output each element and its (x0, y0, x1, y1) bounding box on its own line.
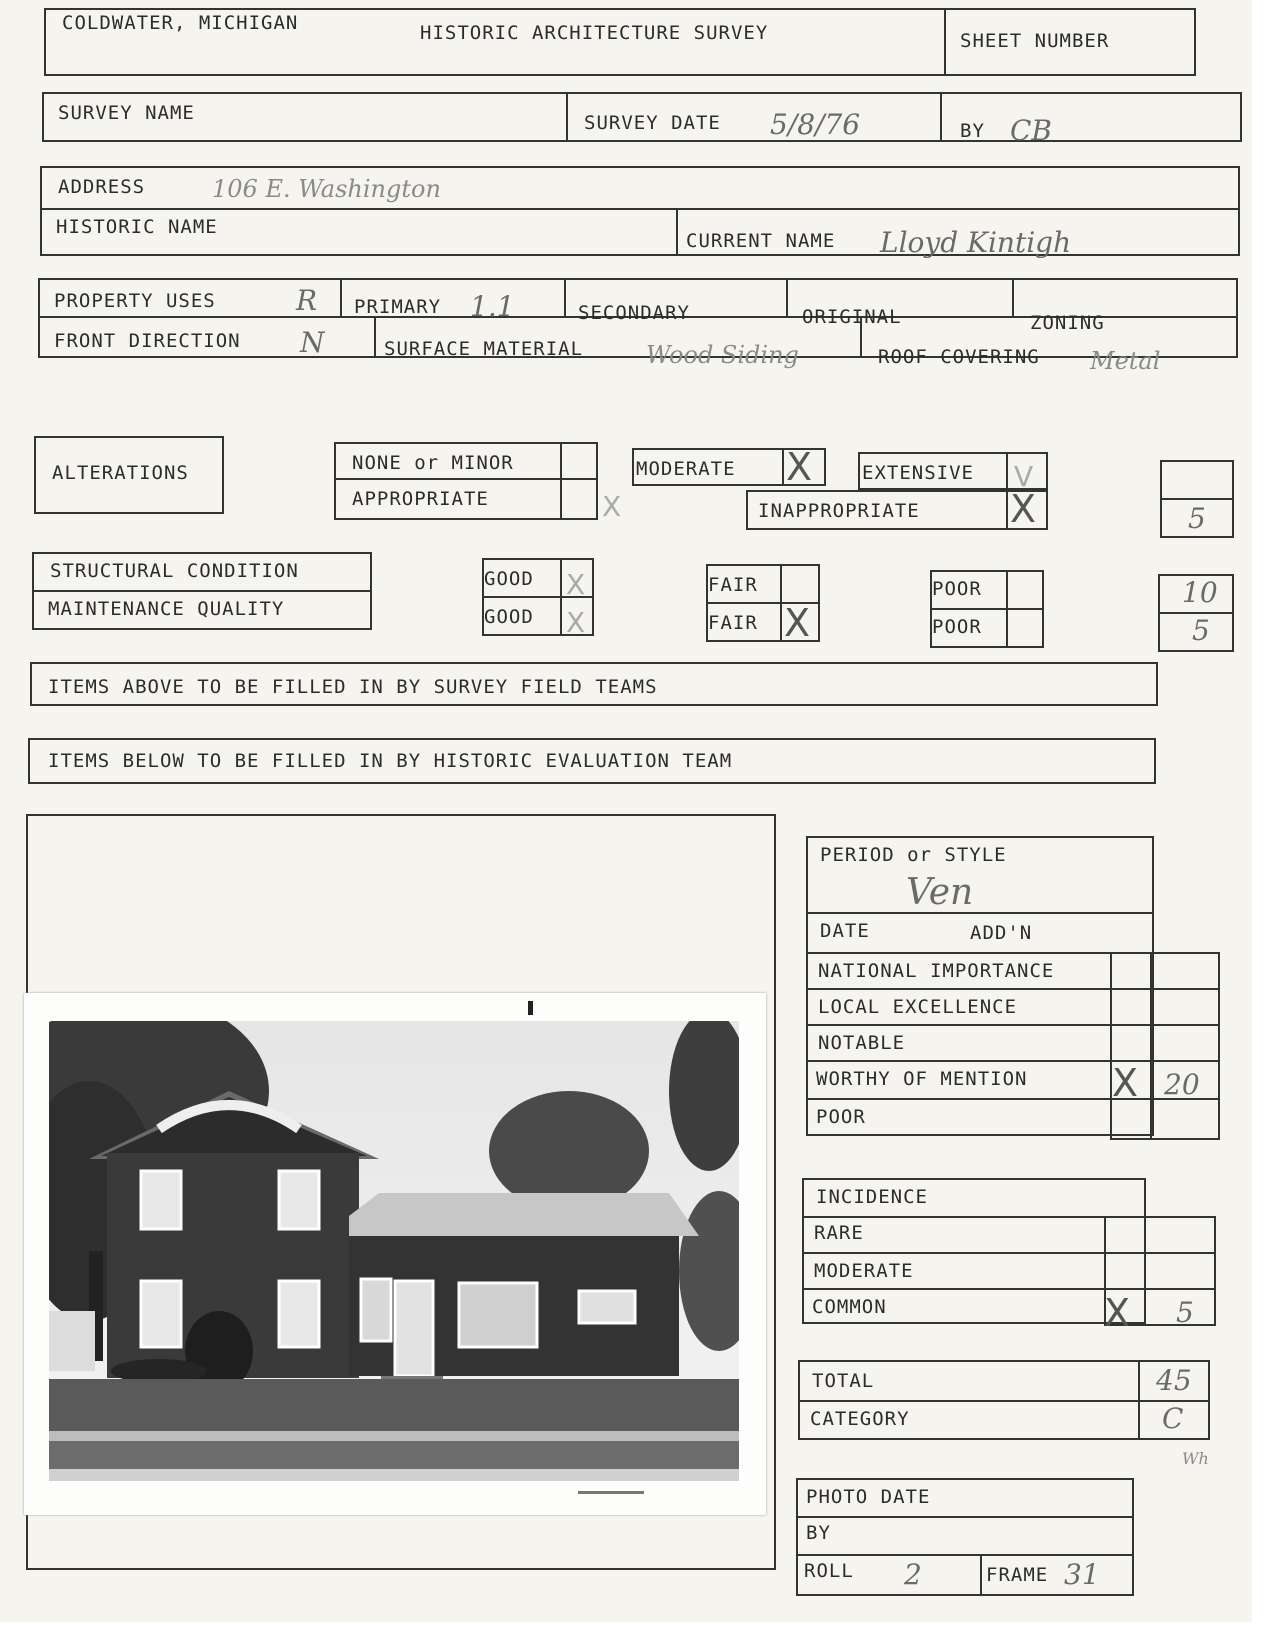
alt-minor-vline (560, 442, 562, 518)
structural-good-label: GOOD (484, 568, 534, 590)
incidence-label: INCIDENCE (816, 1186, 928, 1208)
maintenance-good-label: GOOD (484, 606, 534, 628)
front-direction-value: N (300, 326, 325, 359)
alt-inappropriate-vline (1006, 490, 1008, 528)
photo-info-divider (980, 1554, 982, 1594)
historic-name-label: HISTORIC NAME (56, 216, 218, 238)
current-name-value: Lloyd Kintigh (880, 226, 1072, 259)
poor-vline (1006, 570, 1008, 646)
property-div-1 (340, 278, 342, 316)
total-label: TOTAL (812, 1370, 875, 1392)
evaluation-team-note: ITEMS BELOW TO BE FILLED IN BY HISTORIC EVALUATION TEAM (48, 750, 733, 772)
property-div-2 (564, 278, 566, 316)
survey-by-value: CB (1010, 114, 1052, 147)
zoning-label: ZONING (1030, 312, 1105, 334)
inc-hline-2 (802, 1252, 1216, 1254)
category-scribble: Wh (1182, 1449, 1209, 1468)
inc-score-divider (1144, 1216, 1146, 1324)
eval-hline-6 (806, 1098, 1220, 1100)
form-title: HISTORIC ARCHITECTURE SURVEY (420, 22, 769, 44)
photo-bottom-tick (578, 1491, 644, 1494)
common-score: 5 (1176, 1296, 1194, 1329)
worthy-checkmark: X (1112, 1061, 1139, 1105)
property-uses-label: PROPERTY USES (54, 290, 216, 312)
poor-hline (930, 608, 1042, 610)
structural-fair-label: FAIR (708, 574, 758, 596)
alteration-moderate-label: MODERATE (636, 458, 736, 480)
extensive-mark: V (1014, 460, 1034, 493)
national-importance-label: NATIONAL IMPORTANCE (818, 960, 1055, 982)
photo-info-hline-2 (796, 1554, 1132, 1556)
eval-score-divider (1150, 952, 1152, 1140)
inc-hline-3 (802, 1288, 1216, 1290)
period-style-label: PERIOD or STYLE (820, 844, 1007, 866)
maintenance-good-mark: X (566, 606, 586, 639)
address-value: 106 E. Washington (212, 175, 441, 203)
alt-moderate-vline (782, 448, 784, 484)
alterations-label: ALTERATIONS (52, 462, 189, 484)
roll-value: 2 (904, 1558, 922, 1591)
photo-date-label: PHOTO DATE (806, 1486, 931, 1508)
current-name-label: CURRENT NAME (686, 230, 836, 252)
property-div-5 (374, 316, 376, 356)
rare-label: RARE (814, 1222, 864, 1244)
alt-score-hline (1160, 498, 1232, 500)
alteration-none-minor-label: NONE or MINOR (352, 452, 514, 474)
survey-date-value: 5/8/76 (770, 108, 861, 141)
appropriate-checkmark: X (602, 490, 622, 523)
structural-condition-label: STRUCTURAL CONDITION (50, 560, 299, 582)
common-checkmark: X (1104, 1291, 1131, 1335)
incidence-moderate-label: MODERATE (814, 1260, 914, 1282)
period-style-value: Ven (906, 872, 974, 913)
survey-name-label: SURVEY NAME (58, 102, 195, 124)
total-value: 45 (1156, 1364, 1192, 1397)
local-excellence-label: LOCAL EXCELLENCE (818, 996, 1018, 1018)
surface-material-label: SURFACE MATERIAL (384, 338, 584, 360)
frame-value: 31 (1064, 1558, 1100, 1591)
maintenance-poor-label: POOR (932, 616, 982, 638)
structural-good-mark: X (566, 568, 586, 601)
alteration-inappropriate-label: INAPPROPRIATE (758, 500, 920, 522)
property-div-3 (786, 278, 788, 316)
photo-top-tick (528, 1001, 533, 1015)
survey-divider-1 (566, 92, 568, 140)
surface-material-value: Wood Siding (646, 341, 799, 369)
eval-hline-2 (806, 952, 1220, 954)
structural-poor-label: POOR (932, 578, 982, 600)
inappropriate-checkmark: X (1010, 487, 1037, 531)
maintenance-score: 5 (1192, 614, 1210, 647)
totals-divider (1138, 1360, 1140, 1438)
survey-by-label: BY (960, 120, 985, 142)
common-label: COMMON (812, 1296, 887, 1318)
structural-score: 10 (1182, 576, 1218, 609)
addn-label: ADD'N (970, 922, 1033, 944)
front-direction-label: FRONT DIRECTION (54, 330, 241, 352)
header-divider (944, 8, 946, 74)
survey-date-label: SURVEY DATE (584, 112, 721, 134)
roof-covering-label: ROOF COVERING (878, 346, 1040, 368)
maintenance-fair-checkmark: X (784, 601, 811, 645)
house-photo (49, 1021, 739, 1481)
poor-label: POOR (816, 1106, 866, 1128)
sheet-number-label: SHEET NUMBER (960, 30, 1110, 52)
category-value: C (1162, 1402, 1184, 1435)
primary-label: PRIMARY (354, 296, 442, 318)
survey-divider-2 (940, 92, 942, 140)
totals-hline (798, 1400, 1208, 1402)
roof-covering-value: Metal (1090, 347, 1161, 375)
alteration-extensive-label: EXTENSIVE (862, 462, 974, 484)
alt-minor-hline (334, 478, 596, 480)
maintenance-fair-label: FAIR (708, 612, 758, 634)
frame-label: FRAME (986, 1564, 1049, 1586)
photo-mount (24, 993, 766, 1515)
eval-hline-3 (806, 988, 1220, 990)
moderate-checkmark: X (786, 445, 813, 489)
address-divider (676, 208, 678, 254)
property-uses-value: R (296, 284, 318, 317)
evaluation-score-column (1110, 952, 1220, 1140)
eval-hline-1 (806, 912, 1152, 914)
good-vline (560, 558, 562, 634)
photo-by-label: BY (806, 1522, 831, 1544)
evaluation-table (806, 836, 1154, 1136)
original-label: ORIGINAL (802, 306, 902, 328)
inc-hline-1 (802, 1216, 1216, 1218)
alt-extensive-vline (1006, 452, 1008, 488)
alteration-score: 5 (1188, 502, 1206, 535)
eval-hline-5 (806, 1060, 1220, 1062)
photo-info-hline-1 (796, 1516, 1132, 1518)
maintenance-quality-label: MAINTENANCE QUALITY (48, 598, 285, 620)
secondary-label: SECONDARY (578, 302, 690, 324)
address-label: ADDRESS (58, 176, 146, 198)
roll-label: ROLL (804, 1560, 854, 1582)
worthy-score: 20 (1164, 1068, 1200, 1101)
header-city: COLDWATER, MICHIGAN (62, 12, 299, 34)
alteration-appropriate-label: APPROPRIATE (352, 488, 489, 510)
condition-hline (32, 590, 370, 592)
property-div-4 (1012, 278, 1014, 316)
primary-value: 1.1 (470, 290, 515, 323)
eval-hline-4 (806, 1024, 1220, 1026)
address-hline (40, 208, 1238, 210)
worthy-of-mention-label: WORTHY OF MENTION (816, 1068, 1028, 1090)
date-label: DATE (820, 920, 870, 942)
category-label: CATEGORY (810, 1408, 910, 1430)
notable-label: NOTABLE (818, 1032, 906, 1054)
field-teams-note: ITEMS ABOVE TO BE FILLED IN BY SURVEY FIELD TEAMS (48, 676, 658, 698)
fair-vline (780, 564, 782, 640)
